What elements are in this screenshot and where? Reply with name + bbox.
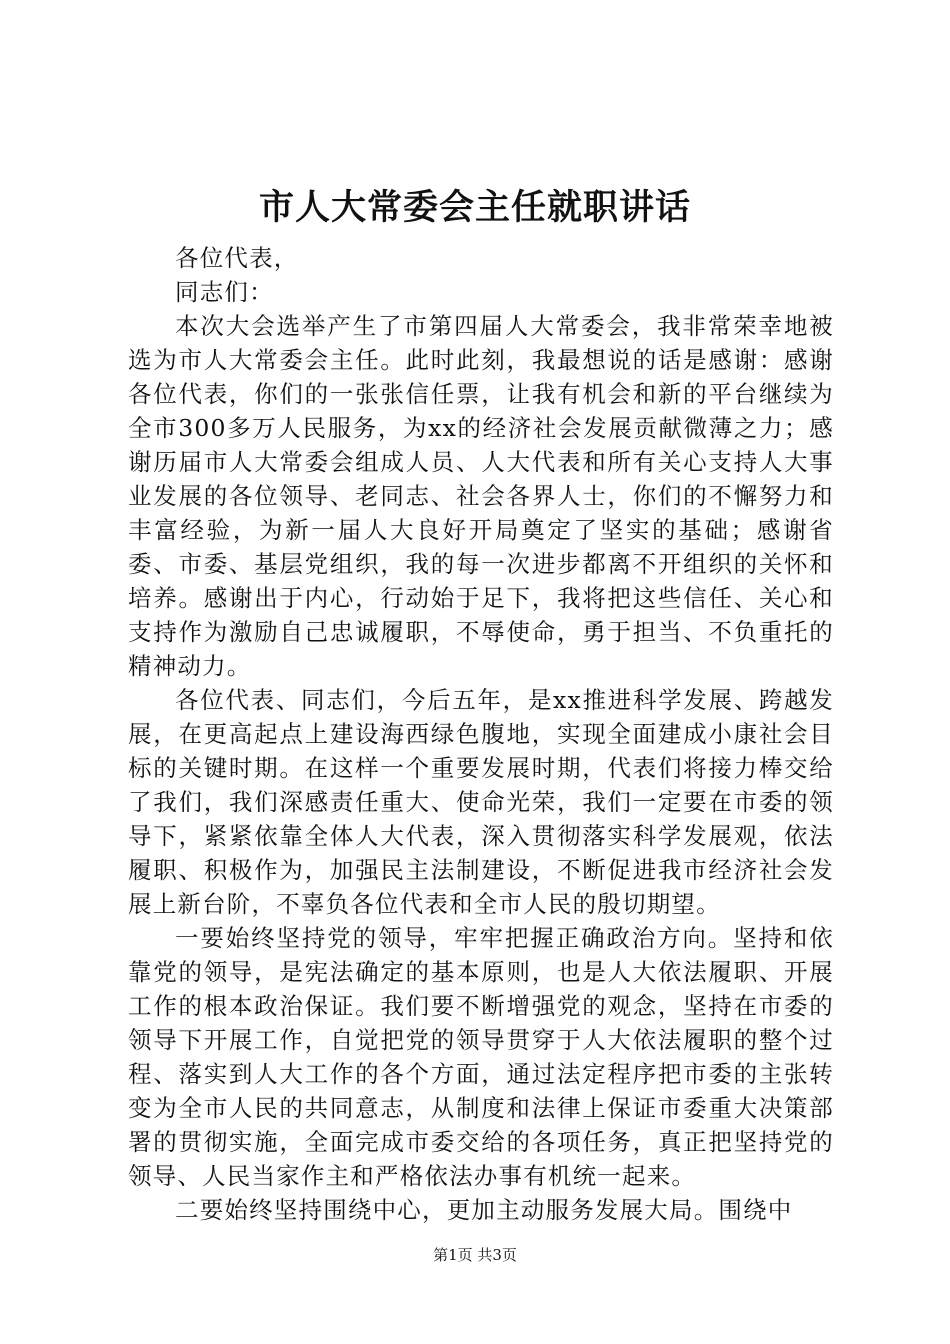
document-body	[128, 241, 834, 1227]
salutation-delegates: 各位代表，	[175, 244, 299, 272]
paragraph-party-leadership: 一要始终坚持党的领导，牢牢把握正确政治方向。坚持和依靠党的领导，是宪法确定的基本原则，也是人大依法履职、开展工作的根本政治保证。我们要不断增强党的观念，坚持在市委的领导下开展工作，自觉把党的领导贯穿于人大依法履职的整个过程、落实到人大工作的各个方面，通过法定程序把市委的主张转变为全市人民的共同意志，从制度和法律上保证市委重大决策部署的贯彻实施，全面完成市委交给的各项任务，真正把坚持党的领导、人民当家作主和严格依法办事有机统一起来。	[128, 924, 834, 1190]
paragraph-next-five-years: 各位代表、同志们，今后五年，是xx推进科学发展、跨越发展，在更高起点上建设海西绿色腹地，实现全面建成小康社会目标的关键时期。在这样一个重要发展时期，代表们将接力棒交给了我们，我们深感责任重大、使命光荣，我们一定要在市委的领导下，紧紧依靠全体人大代表，深入贯彻落实科学发展观，依法履职、积极作为，加强民主法制建设，不断促进我市经济社会发展上新台阶，不辜负各位代表和全市人民的殷切期望。	[128, 686, 834, 918]
page-footer: 第1页 共3页	[433, 1246, 517, 1264]
paragraph-serve-development: 二要始终坚持围绕中心，更加主动服务发展大局。围绕中	[175, 1196, 793, 1224]
paragraph-gratitude: 本次大会选举产生了市第四届人大常委会，我非常荣幸地被选为市人大常委会主任。此时此刻，我最想说的话是感谢：感谢各位代表，你们的一张张信任票，让我有机会和新的平台继续为全市300多万人民服务，为xx的经济社会发展贡献微薄之力；感谢历届市人大常委会组成人员、人大代表和所有关心支持人大事业发展的各位领导、老同志、社会各界人士，你们的不懈努力和丰富经验，为新一届人大良好开局奠定了坚实的基础；感谢省委、市委、基层党组织，我的每一次进步都离不开组织的关怀和培养。感谢出于内心，行动始于足下，我将把这些信任、关心和支持作为激励自己忠诚履职，不辱使命，勇于担当、不负重托的精神动力。	[128, 312, 834, 680]
document-title: 市人大常委会主任就职讲话	[258, 187, 691, 228]
salutation-comrades: 同志们：	[175, 278, 274, 306]
